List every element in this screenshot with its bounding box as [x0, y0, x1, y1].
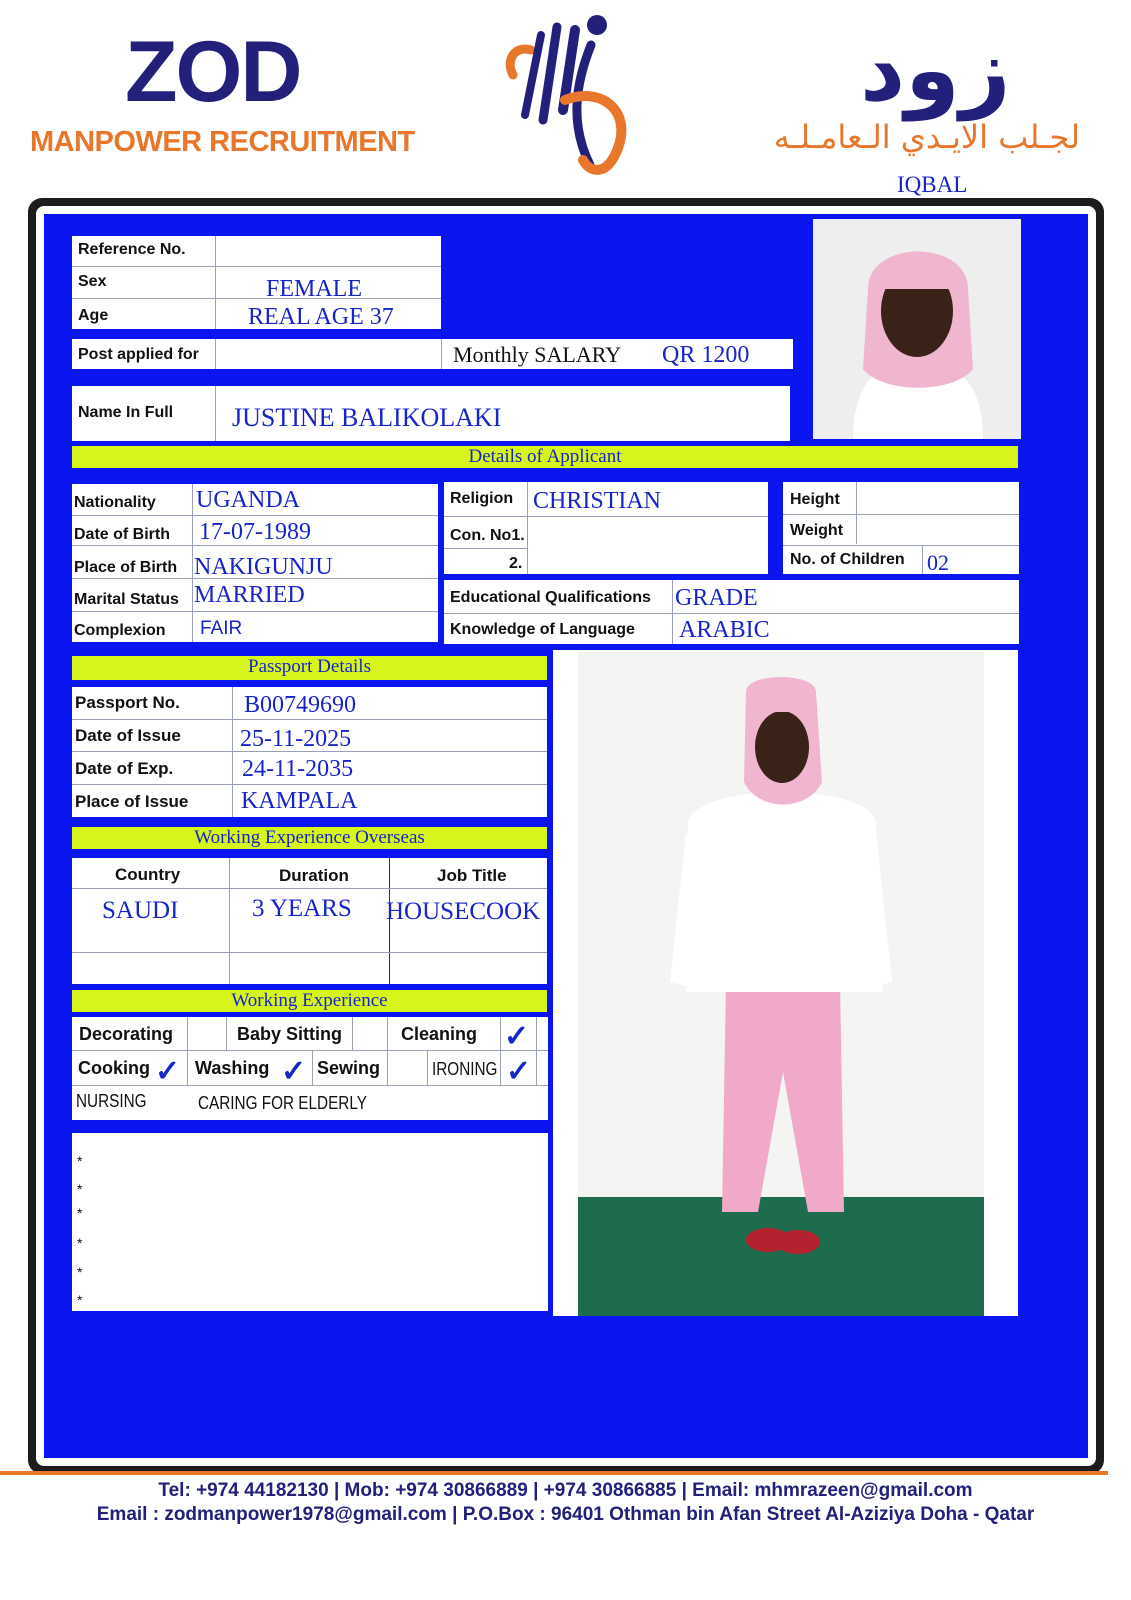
footer-divider — [0, 1471, 1108, 1475]
marital-value: MARRIED — [194, 582, 305, 608]
sewing-label: Sewing — [317, 1058, 381, 1078]
place-issue-value: KAMPALA — [241, 788, 358, 814]
notes-box — [72, 1133, 548, 1311]
pob-value: NAKIGUNJU — [194, 554, 333, 580]
overseas-duration: 3 YEARS — [252, 895, 352, 922]
salary-label: Monthly SALARY — [453, 342, 622, 367]
applicant-portrait — [813, 219, 1021, 439]
note-6: * — [77, 1292, 83, 1308]
col-job-title: Job Title — [437, 866, 507, 885]
ironing-label: IRONING — [432, 1059, 498, 1079]
weight-label: Weight — [790, 522, 844, 539]
name-value: JUSTINE BALIKOLAKI — [232, 403, 502, 432]
age-label: Age — [78, 307, 109, 324]
dob-value: 17-07-1989 — [199, 519, 311, 545]
overseas-job: HOUSECOOK — [386, 898, 541, 925]
decorating-label: Decorating — [79, 1024, 174, 1044]
marital-label: Marital Status — [74, 591, 179, 608]
religion-value: CHRISTIAN — [533, 488, 662, 514]
baby-sitting-label: Baby Sitting — [237, 1024, 343, 1044]
age-value: REAL AGE 37 — [248, 304, 394, 330]
col-country: Country — [115, 865, 181, 884]
cleaning-label: Cleaning — [401, 1024, 478, 1044]
issue-date-label: Date of Issue — [75, 726, 181, 745]
passport-no-label: Passport No. — [75, 693, 180, 712]
note-5: * — [77, 1264, 83, 1280]
religion-label: Religion — [450, 490, 514, 507]
washing-check-icon: ✓ — [281, 1055, 307, 1088]
con1-label: Con. No1. — [450, 527, 525, 544]
figure-logo-icon — [495, 5, 655, 180]
brand-logo-text: ZOD — [125, 24, 301, 120]
reference-label: Reference No. — [78, 241, 186, 258]
col-duration: Duration — [279, 866, 349, 885]
note-1: * — [77, 1153, 83, 1169]
note-2: * — [77, 1181, 83, 1197]
footer-contact-line2: Email : zodmanpower1978@gmail.com | P.O.Box : 96401 Othman bin Afan Street Al-Aziziya Doha - Qatar — [96, 1504, 1035, 1525]
passport-title-bar: Passport Details — [72, 656, 547, 680]
washing-label: Washing — [195, 1058, 270, 1078]
cooking-label: Cooking — [78, 1058, 150, 1078]
pob-label: Place of Birth — [74, 559, 178, 576]
issue-date-value: 25-11-2025 — [240, 726, 352, 752]
nursing-label: NURSING — [76, 1091, 147, 1111]
brand-subtitle: MANPOWER RECRUITMENT — [30, 126, 415, 158]
details-title-bar: Details of Applicant — [72, 446, 1018, 468]
post-label: Post applied for — [78, 346, 199, 363]
children-value: 02 — [927, 550, 949, 575]
complexion-value: FAIR — [200, 618, 243, 639]
ironing-check-icon: ✓ — [506, 1055, 532, 1088]
note-3: * — [77, 1205, 83, 1221]
height-label: Height — [790, 491, 840, 508]
caring-elderly-label: CARING FOR ELDERLY — [198, 1093, 367, 1113]
education-label: Educational Qualifications — [450, 589, 651, 606]
exp-date-label: Date of Exp. — [75, 759, 174, 778]
signature-iqbal: IQBAL — [897, 172, 968, 197]
nationality-label: Nationality — [74, 494, 156, 511]
con2-label: 2. — [509, 555, 523, 572]
exp-date-value: 24-11-2035 — [242, 756, 354, 782]
sex-value: FEMALE — [266, 276, 362, 302]
cleaning-check-icon: ✓ — [504, 1020, 530, 1053]
education-value: GRADE — [675, 585, 758, 611]
note-4: * — [77, 1235, 83, 1251]
overseas-title-bar: Working Experience Overseas — [72, 827, 547, 849]
passport-no-value: B00749690 — [244, 692, 357, 718]
applicant-full-photo — [578, 652, 984, 1316]
overseas-country: SAUDI — [102, 897, 179, 924]
cooking-check-icon: ✓ — [155, 1055, 181, 1088]
salary-value: QR 1200 — [662, 342, 750, 368]
sex-label: Sex — [78, 273, 107, 290]
language-label: Knowledge of Language — [450, 621, 635, 638]
experience-title-bar: Working Experience — [72, 990, 547, 1012]
arabic-subtitle: لجـلب الايـدي الـعامـلـه — [773, 118, 1080, 156]
nationality-value: UGANDA — [196, 487, 300, 513]
complexion-label: Complexion — [74, 622, 166, 639]
place-issue-label: Place of Issue — [75, 792, 189, 811]
dob-label: Date of Birth — [74, 526, 170, 543]
language-value: ARABIC — [679, 617, 770, 643]
name-label: Name In Full — [78, 404, 174, 421]
children-label: No. of Children — [790, 551, 905, 568]
arabic-brand: زود — [860, 18, 1011, 121]
footer-contact-line1: Tel: +974 44182130 | Mob: +974 30866889 | +974 30866885 | Email: mhmrazeen@gmail.com — [158, 1480, 973, 1501]
